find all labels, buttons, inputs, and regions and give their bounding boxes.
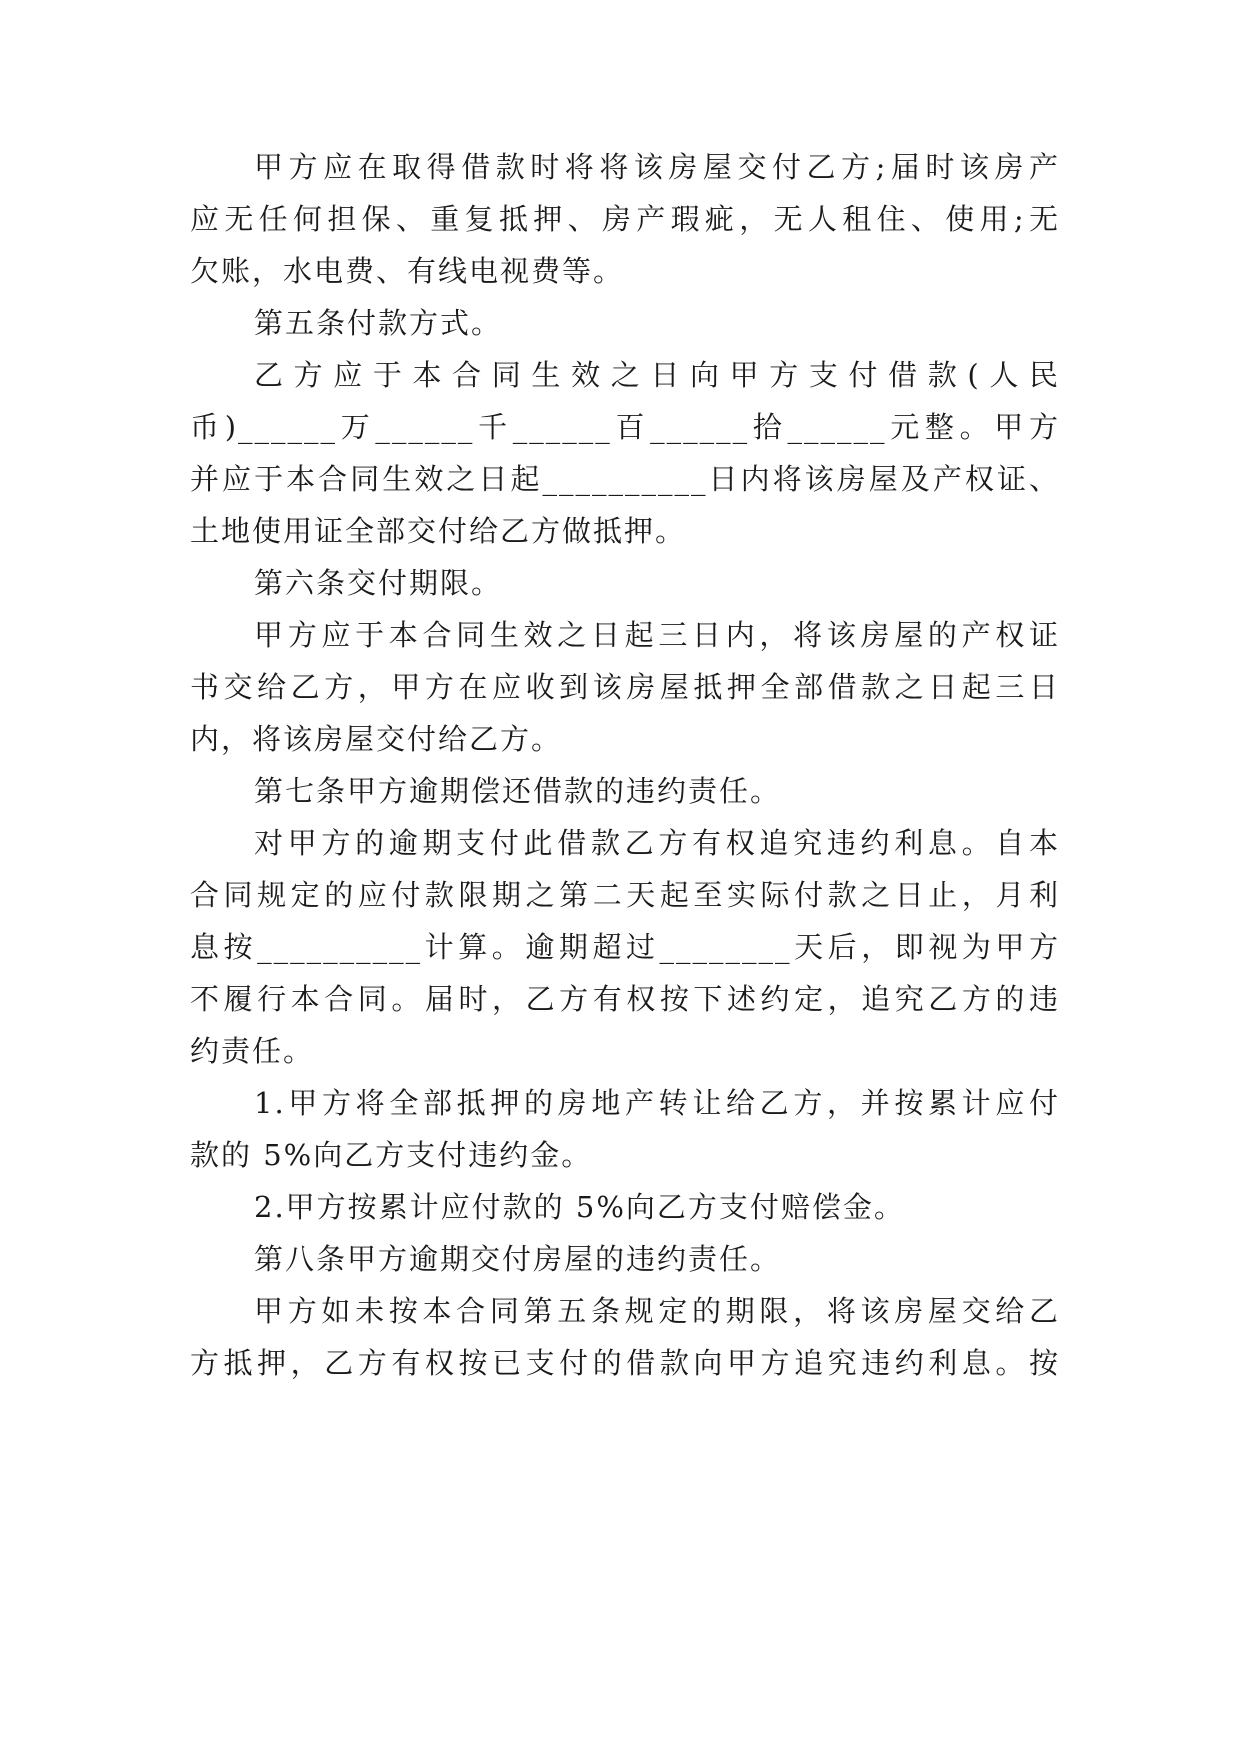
paragraph-line: 土地使用证全部交付给乙方做抵押。 [190,514,687,548]
paragraph-line: 款的 5%向乙方支付违约金。 [190,1138,593,1172]
paragraph-line: 书交给乙方，甲方在应收到该房屋抵押全部借款之日起三日 [190,670,1060,704]
paragraph-line: 对甲方的逾期支付此借款乙方有权追究违约利息。自本 [254,826,1060,860]
section-heading: 第五条付款方式。 [254,306,503,340]
paragraph-line: 欠账，水电费、有线电视费等。 [190,254,625,288]
section-heading: 第七条甲方逾期偿还借款的违约责任。 [254,774,782,808]
paragraph-line: 约责任。 [190,1034,315,1068]
paragraph-line: 方抵押，乙方有权按已支付的借款向甲方追究违约利息。按 [190,1346,1060,1380]
paragraph-line: 甲方应在取得借款时将将该房屋交付乙方;届时该房产 [254,150,1060,184]
paragraph-line: 合同规定的应付款限期之第二天起至实际付款之日止，月利 [190,878,1060,912]
list-item: 2.甲方按累计应付款的 5%向乙方支付赔偿金。 [254,1190,905,1224]
paragraph-line: 息按__________计算。逾期超过________天后，即视为甲方 [190,930,1060,964]
paragraph-line: 甲方如未按本合同第五条规定的期限，将该房屋交给乙 [254,1294,1060,1328]
paragraph-line: 甲方应于本合同生效之日起三日内，将该房屋的产权证 [254,618,1060,652]
paragraph-line: 并应于本合同生效之日起__________日内将该房屋及产权证、 [190,462,1060,496]
section-heading: 第六条交付期限。 [254,566,503,600]
paragraph-line: 币)______万______千______百______拾______元整。甲方 [190,410,1060,444]
paragraph-line: 乙方应于本合同生效之日向甲方支付借款(人民 [254,358,1060,392]
paragraph-line: 不履行本合同。届时，乙方有权按下述约定，追究乙方的违 [190,982,1060,1016]
list-item: 1.甲方将全部抵押的房地产转让给乙方，并按累计应付 [254,1086,1060,1120]
paragraph-line: 内，将该房屋交付给乙方。 [190,722,563,756]
section-heading: 第八条甲方逾期交付房屋的违约责任。 [254,1242,782,1276]
paragraph-line: 应无任何担保、重复抵押、房产瑕疵，无人租住、使用;无 [190,202,1060,236]
